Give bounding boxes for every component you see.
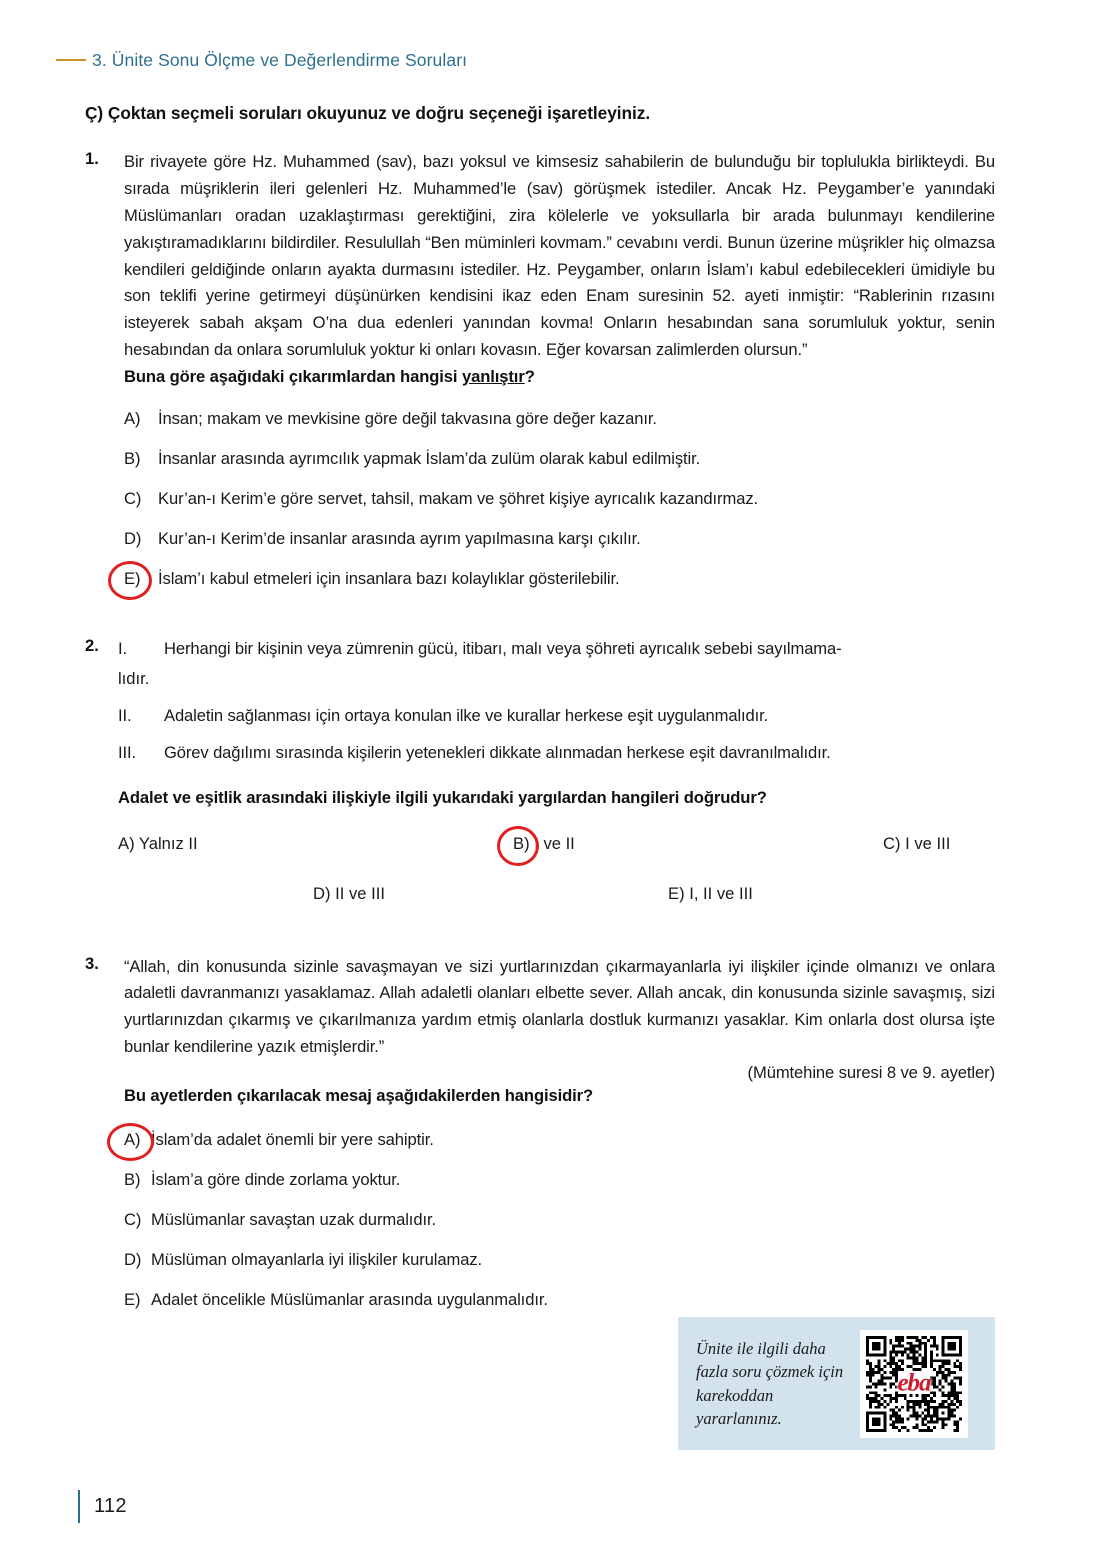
question-2-statement-1-label: I. xyxy=(118,638,127,658)
eba-logo: eba xyxy=(897,1368,931,1396)
option-3-d-key: D) xyxy=(124,1249,142,1269)
option-1-a-text: İnsan; makam ve mevkisine göre değil takvasına göre değer kazanır. xyxy=(158,408,657,428)
option-3-a-key-text: A) xyxy=(124,1129,141,1149)
option-1-a[interactable] xyxy=(124,409,995,429)
option-3-a-text: İslam’da adalet önemli bir yere sahiptir. xyxy=(151,1129,434,1149)
question-2-statement-2-text: Adaletin sağlanması için ortaya konulan ilke ve kurallar herkese eşit uygulanmalıdır. xyxy=(164,706,769,726)
option-1-e[interactable] xyxy=(124,569,995,589)
option-3-e-key: E) xyxy=(124,1289,141,1309)
option-3-c-key: C) xyxy=(124,1209,142,1229)
option-2-c[interactable] xyxy=(883,834,950,854)
option-2-c-text: I ve III xyxy=(905,833,951,853)
option-3-b-key: B) xyxy=(124,1169,141,1189)
option-2-a-key: A) xyxy=(118,833,135,853)
question-3-prompt: Bu ayetlerden çıkarılacak mesaj aşağıdakilerden hangisidir? xyxy=(124,1086,594,1106)
option-3-d[interactable] xyxy=(124,1250,995,1270)
question-1-prompt-lead: Buna göre aşağıdaki çıkarımlardan hangisi xyxy=(124,367,462,386)
option-1-e-text: İslam’ı kabul etmeleri için insanlara bazı kolaylıklar gösterilebilir. xyxy=(158,568,620,588)
option-2-a-text: Yalnız II xyxy=(138,833,198,853)
question-1 xyxy=(85,149,995,589)
option-2-d[interactable] xyxy=(313,884,668,904)
option-1-b-text: İnsanlar arasında ayrımcılık yapmak İslam’da zulüm olarak kabul edilmiştir. xyxy=(158,448,701,468)
option-2-b[interactable] xyxy=(513,834,883,854)
option-3-d-text: Müslüman olmayanlarla iyi ilişkiler kurulamaz. xyxy=(151,1249,483,1269)
option-3-a-key xyxy=(124,1130,151,1150)
qr-code-container[interactable] xyxy=(860,1330,968,1438)
question-2-options-row-1 xyxy=(118,834,995,854)
option-1-a-key: A) xyxy=(124,408,141,428)
option-1-c-text: Kur’an-ı Kerim’e göre servet, tahsil, makam ve şöhret kişiye ayrıcalık kazandırmaz. xyxy=(158,488,759,508)
option-3-a[interactable] xyxy=(124,1130,995,1150)
question-2-statement-1-continuation: lıdır. xyxy=(118,669,150,689)
option-1-b[interactable] xyxy=(124,449,995,469)
option-3-c-text: Müslümanlar savaştan uzak durmalıdır. xyxy=(151,1209,436,1229)
option-1-d-text: Kur’an-ı Kerim’de insanlar arasında ayrım yapılmasına karşı çıkılır. xyxy=(158,528,641,548)
option-2-a[interactable] xyxy=(118,834,513,854)
option-2-e-key: E) xyxy=(668,883,685,903)
question-2-statement-3-text: Görev dağılımı sırasında kişilerin yetenekleri dikkate alınmadan herkese eşit davranılmalıdır. xyxy=(164,743,831,763)
question-3-attribution: (Mümtehine suresi 8 ve 9. ayetler) xyxy=(747,1063,995,1083)
option-2-d-key: D) xyxy=(313,883,331,903)
option-2-d-text: II ve III xyxy=(335,883,385,903)
option-2-e[interactable] xyxy=(668,884,753,904)
question-3-number: 3. xyxy=(85,953,99,973)
option-3-b-text: İslam’a göre dinde zorlama yoktur. xyxy=(151,1169,401,1189)
option-2-c-key: C) xyxy=(883,833,901,853)
question-3-options xyxy=(124,1130,995,1310)
option-1-e-key-text: E) xyxy=(124,568,141,588)
question-3-passage: “Allah, din konusunda sizinle savaşmayan ve sizi yurtlarınızdan çıkarmayanlarla iyi ilişkiler içinde olmanızı ve onlara adaletli davranmanızı yasaklamaz. Allah adaletli olanları elbette sever. Allah ancak, din konusunda sizinle savaşmış, sizi yurtlarınızdan çıkarmış ve çıkarılmanıza yardım etmiş olanlarla dostluk kurmanızı yasaklar. Kim onlarla dost olursa işte bunlar kendilerine yazık etmişlerdir.” xyxy=(124,956,995,1057)
question-2-statement-3 xyxy=(118,740,995,767)
question-2-statements xyxy=(118,636,995,768)
question-2 xyxy=(85,636,995,904)
question-2-statement-1-text: Herhangi bir kişinin veya zümrenin gücü, itibarı, malı veya şöhreti ayrıcalık sebebi sayılmama- xyxy=(164,638,842,658)
question-2-options-row-2 xyxy=(118,884,995,904)
option-1-d-key: D) xyxy=(124,528,142,548)
question-2-prompt: Adalet ve eşitlik arasındaki ilişkiyle ilgili yukarıdaki yargılardan hangileri doğrudur? xyxy=(118,788,767,808)
qr-info-text: Ünite ile ilgili daha fazla soru çözmek için karekoddan yararlanınız. xyxy=(696,1338,844,1428)
option-2-e-text: I, II ve III xyxy=(689,883,753,903)
option-1-c-key: C) xyxy=(124,488,142,508)
question-3 xyxy=(85,954,995,1310)
question-2-statement-2 xyxy=(118,703,995,730)
header-rule-decoration xyxy=(56,59,86,61)
option-1-b-key: B) xyxy=(124,448,141,468)
option-3-c[interactable] xyxy=(124,1210,995,1230)
question-1-number: 1. xyxy=(85,149,99,168)
question-1-passage: Bir rivayete göre Hz. Muhammed (sav), bazı yoksul ve kimsesiz sahabilerin de bulunduğu bir toplulukla birlikteydi. Bu sırada müşriklerin ileri gelenleri Hz. Muhammed’le (sav) görüşmek istediler. Ancak Hz. Peygamber’e yanındaki Müslümanları oradan uzaklaştırması gerektiğini, zira kölelerle ve yoksullarla bir arada bulunmayı kendilerine yakıştıramadıklarını bildirdiler. Resulullah “Ben müminleri kovmam.” cevabını verdi. Bunun üzerine müşrikler hiç olmazsa kendileri geldiğinde onların ayakta durmasını istediler. Hz. Peygamber, onların İslam’ı kabul edebilecekleri ümidiyle bu son teklifi yerine getirmeyi düşünürken kendisini ikaz eden Enam suresinin 52. ayeti inmiştir: “Rablerinin rızasını isteyerek sabah akşam O’na dua edenleri yanından kovma! Onların hesabından sana sorumluluk yoktur, senin hesabından da onlara sorumluluk yoktur ki onları kovasın. Eğer kovarsan zalimlerden olursun.” xyxy=(124,152,995,360)
question-2-statement-3-label: III. xyxy=(118,743,136,763)
page-number: 112 xyxy=(94,1495,127,1517)
page-header xyxy=(0,45,1105,75)
option-3-e[interactable] xyxy=(124,1290,995,1310)
option-3-e-text: Adalet öncelikle Müslümanlar arasında uygulanmalıdır. xyxy=(151,1289,548,1309)
option-3-b[interactable] xyxy=(124,1170,995,1190)
page-header-title: 3. Ünite Sonu Ölçme ve Değerlendirme Soruları xyxy=(92,49,468,70)
question-2-statement-2-label: II. xyxy=(118,706,132,726)
question-1-options xyxy=(124,409,995,589)
footer-rule-decoration xyxy=(78,1490,80,1523)
question-2-number: 2. xyxy=(85,635,99,655)
option-1-c[interactable] xyxy=(124,489,995,509)
option-1-e-key xyxy=(124,569,158,589)
option-2-b-text: I ve II xyxy=(534,833,575,853)
question-1-prompt-tail: ? xyxy=(524,367,535,386)
page-content xyxy=(85,103,995,1330)
page-footer xyxy=(78,1490,127,1523)
option-2-b-key: B) xyxy=(513,833,530,853)
question-1-prompt-emphasis: yanlıştır xyxy=(461,367,525,386)
section-instruction: Ç) Çoktan seçmeli soruları okuyunuz ve doğru seçeneği işaretleyiniz. xyxy=(85,103,651,123)
qr-info-box xyxy=(678,1317,995,1450)
option-1-d[interactable] xyxy=(124,529,995,549)
question-1-prompt xyxy=(124,364,995,391)
question-2-statement-1 xyxy=(118,636,995,663)
